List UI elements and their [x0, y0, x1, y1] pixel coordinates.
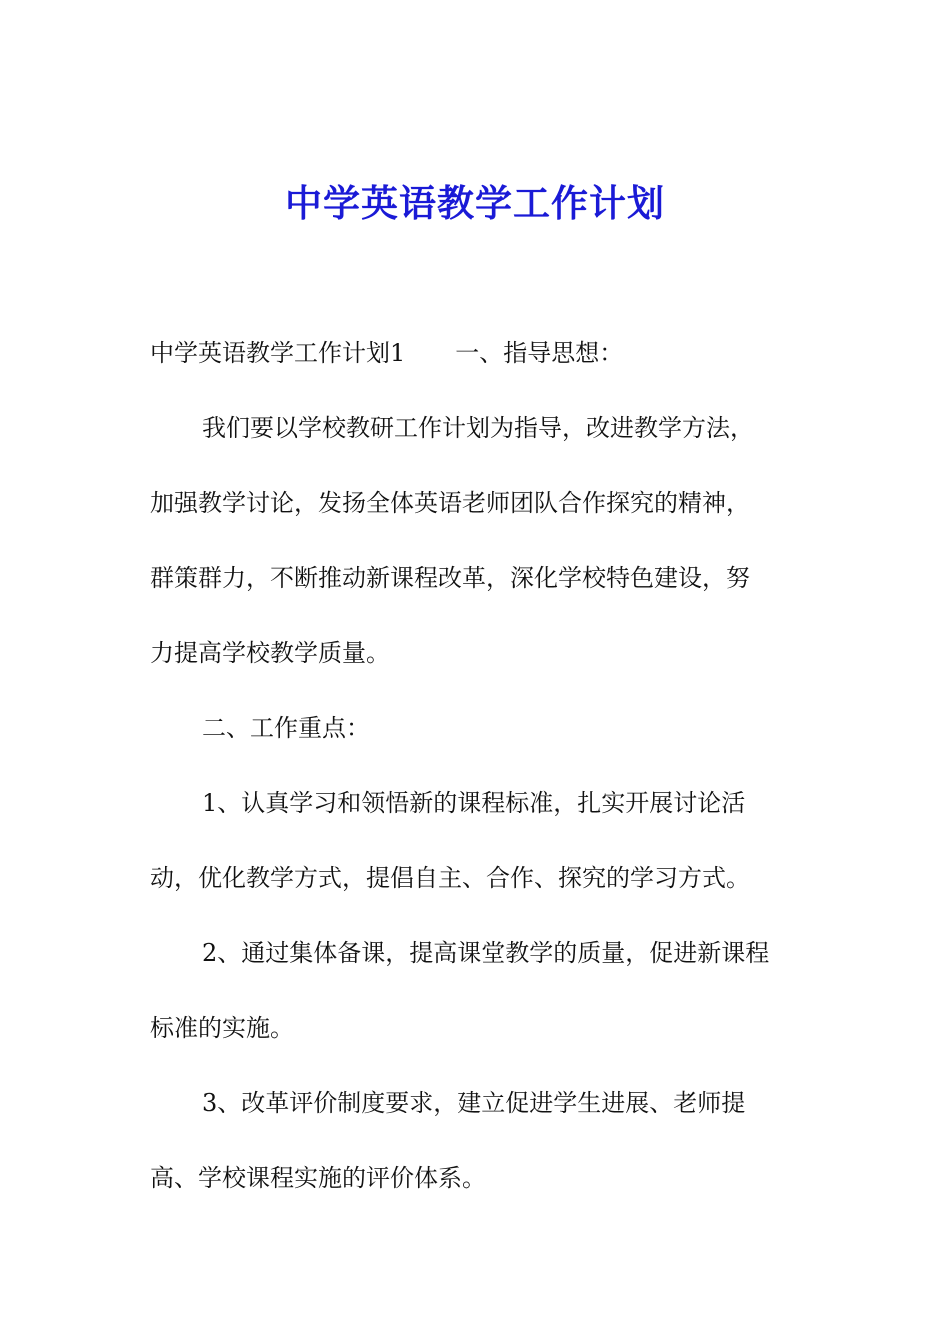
paragraph-line: 标准的实施。: [150, 1014, 294, 1042]
paragraph-guiding-thought: [150, 410, 810, 672]
paragraph-line: 力提高学校教学质量。: [150, 639, 390, 667]
section1-heading: 一、指导思想：: [455, 339, 624, 367]
paragraph-line: 1、认真学习和领悟新的课程标准，扎实开展讨论活: [202, 789, 746, 817]
paragraph-line: 3、改革评价制度要求，建立促进学生进展、老师提: [202, 1089, 746, 1117]
plan-label: 中学英语教学工作计划1: [150, 339, 406, 367]
paragraph-line: 高、学校课程实施的评价体系。: [150, 1164, 486, 1192]
document-body: [150, 335, 810, 1197]
paragraph-line: 2、通过集体备课，提高课堂教学的质量，促进新课程: [202, 939, 770, 967]
work-item-3: [150, 1085, 810, 1197]
document-title: 中学英语教学工作计划: [285, 181, 665, 225]
work-item-1: [150, 785, 810, 897]
intro-line: [150, 335, 810, 372]
paragraph-line: 群策群力，不断推动新课程改革，深化学校特色建设，努: [150, 564, 750, 592]
paragraph-line: 动，优化教学方式，提倡自主、合作、探究的学习方式。: [150, 864, 750, 892]
paragraph-line: 我们要以学校教研工作计划为指导，改进教学方法，: [202, 414, 754, 442]
paragraph-line: 加强教学讨论，发扬全体英语老师团队合作探究的精神，: [150, 489, 750, 517]
section2-heading: 二、工作重点：: [202, 714, 370, 742]
work-item-2: [150, 935, 810, 1047]
